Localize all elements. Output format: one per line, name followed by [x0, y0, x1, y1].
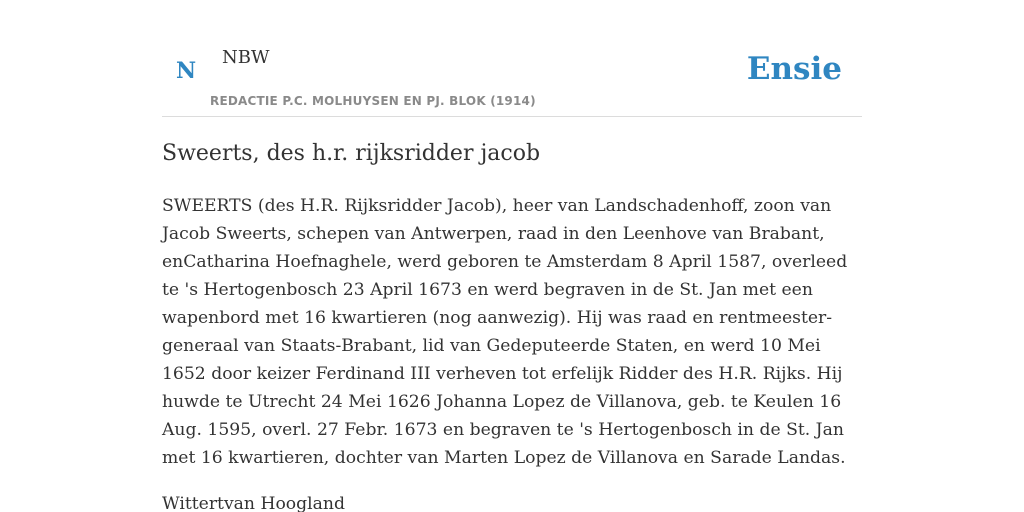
- source-editors: REDACTIE P.C. MOLHUYSEN EN PJ. BLOK (1914): [210, 94, 536, 108]
- source-badge: N: [176, 58, 197, 84]
- source-name: NBW: [222, 47, 270, 68]
- source-header: [162, 0, 862, 117]
- article-author: Wittertvan Hoogland: [162, 494, 345, 512]
- ensie-logo[interactable]: Ensie: [746, 51, 842, 87]
- article-title: Sweerts, des h.r. rijksridder jacob: [162, 141, 541, 166]
- article-body: SWEERTS (des H.R. Rijksridder Jacob), heer van Landschadenhoff, zoon van Jacob Sweerts, schepen van Antwerpen, raad in den Leenhove van Brabant, enCatharina Hoefnaghele, werd geboren te Amsterdam 8 April 1587, overleed te 's Hertogenbosch 23 April 1673 en werd begraven in de St. Jan met een wapenbord met 16 kwartieren (nog aanwezig). Hij was raad en rentmeester-generaal van Staats-Brabant, lid van Gedeputeerde Staten, en werd 10 Mei 1652 door keizer Ferdinand III verheven tot erfelijk Ridder des H.R. Rijks. Hij huwde te Utrecht 24 Mei 1626 Johanna Lopez de Villanova, geb. te Keulen 16 Aug. 1595, overl. 27 Febr. 1673 en begraven te 's Hertogenbosch in de St. Jan met 16 kwartieren, dochter van Marten Lopez de Villanova en Sarade Landas.: [162, 196, 848, 468]
